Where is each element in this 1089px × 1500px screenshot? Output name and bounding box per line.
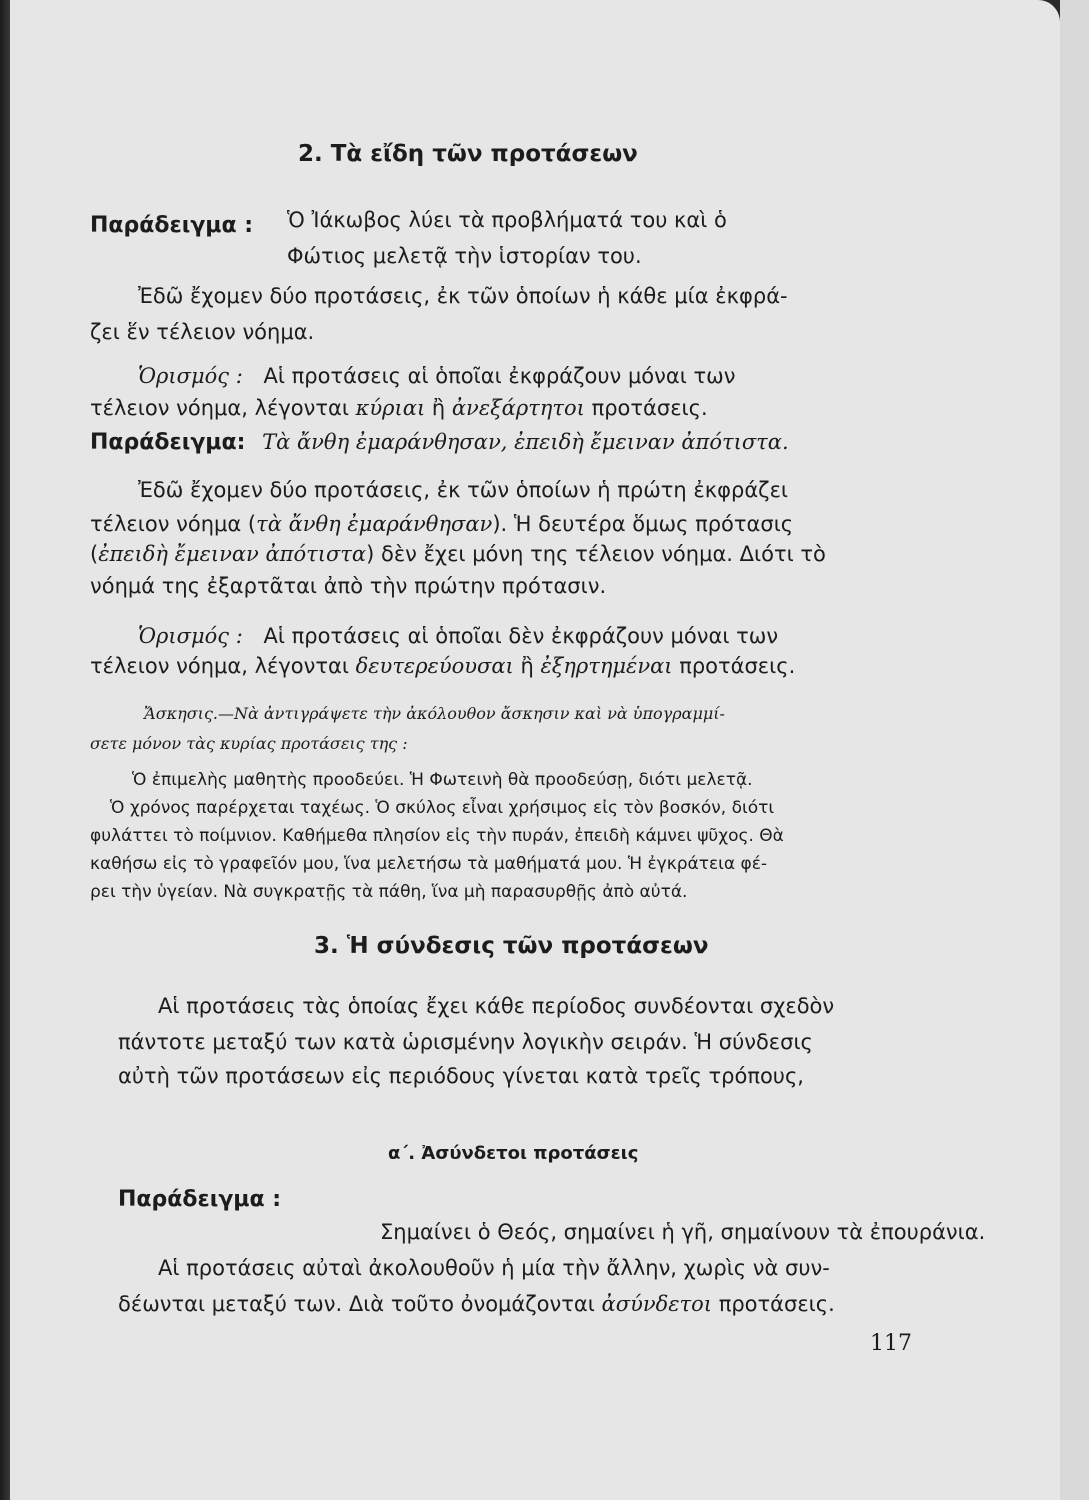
definition-2-label: Ὁρισμός :: [138, 624, 243, 648]
example-1-label: Παράδειγμα :: [90, 213, 254, 238]
book-page: [10, 0, 1060, 1500]
final-paragraph-line-2: [118, 1290, 835, 1318]
definition-2-text: Αἱ προτάσεις αἱ ὁποῖαι δὲν ἐκφράζουν μόναι των: [263, 624, 779, 648]
definition-2-text-c: προτάσεις.: [679, 654, 796, 678]
term-asyndetoi: ἀσύνδετοι: [601, 1292, 713, 1316]
section-3-paragraph-line-2: πάντοτε μεταξύ των κατὰ ὡρισμένην λογικὴν σειράν. Ἡ σύνδεσις: [118, 1030, 813, 1054]
definition-2-text-b: ἢ: [520, 654, 534, 678]
example-2-text: Τὰ ἄνθη ἐμαράνθησαν, ἐπειδὴ ἔμειναν ἀπότιστα.: [262, 430, 789, 454]
definition-2-line-1: [138, 622, 778, 650]
section-3-paragraph-line-1: Αἱ προτάσεις τὰς ὁποίας ἔχει κάθε περίοδος συνδέονται σχεδὸν: [158, 994, 835, 1018]
example-1-line-2: Φώτιος μελετᾷ τὴν ἱστορίαν του.: [287, 244, 642, 268]
section-3-paragraph-line-3: αὐτὴ τῶν προτάσεων εἰς περιόδους γίνεται κατὰ τρεῖς τρόπους,: [118, 1064, 804, 1088]
paragraph-2-line-4: νόημά της ἐξαρτᾶται ἀπὸ τὴν πρώτην πρότασιν.: [90, 574, 607, 598]
definition-1-line-1: [138, 362, 735, 390]
exercise-instruction-line-1: Ἄσκησις.—Νὰ ἀντιγράψετε τὴν ἀκόλουθον ἄσκησιν καὶ νὰ ὑπογραμμί-: [144, 704, 725, 723]
section-3-example-label: Παράδειγμα :: [118, 1187, 282, 1212]
final-paragraph-line-1: Αἱ προτάσεις αὐταὶ ἀκολουθοῦν ἡ μία τὴν ἄλλην, χωρὶς νὰ συν-: [158, 1256, 830, 1280]
term-defterevousai: δευτερεύουσαι: [355, 654, 514, 678]
page-number: 117: [870, 1331, 912, 1356]
definition-2-text-a: τέλειον νόημα, λέγονται: [90, 654, 349, 678]
exercise-line-1: Ὁ ἐπιμελὴς μαθητὴς προοδεύει. Ἡ Φωτεινὴ θὰ προοδεύσῃ, διότι μελετᾷ.: [132, 770, 753, 790]
paragraph-2-text-b: ). Ἡ δευτέρα ὅμως πρότασις: [492, 512, 794, 536]
definition-1-text: Αἱ προτάσεις αἱ ὁποῖαι ἐκφράζουν μόναι των: [263, 364, 736, 388]
section-3-example-text: Σημαίνει ὁ Θεός, σημαίνει ἡ γῆ, σημαίνουν τὰ ἐπουράνια.: [380, 1220, 986, 1244]
section-3-title: 3. Ἡ σύνδεσις τῶν προτάσεων: [314, 933, 709, 959]
paragraph-2-italic-a: τὰ ἄνθη ἐμαράνθησαν: [256, 512, 493, 536]
paragraph-2-text-d: ) δὲν ἔχει μόνη της τέλειον νόημα. Διότι τὸ: [366, 542, 826, 566]
page-right-background: [1060, 0, 1089, 1500]
term-anexartitoi: ἀνεξάρτητοι: [451, 396, 585, 420]
section-2-title: 2. Τὰ εἴδη τῶν προτάσεων: [298, 141, 638, 167]
subsection-title: α΄. Ἀσύνδετοι προτάσεις: [388, 1143, 639, 1164]
final-paragraph-text-a: δέωνται μεταξύ των. Διὰ τοῦτο ὀνομάζονται: [118, 1292, 595, 1316]
example-2-label: Παράδειγμα:: [90, 430, 246, 455]
paragraph-2-text-a: τέλειον νόημα (: [90, 512, 257, 536]
exercise-instruction-line-2: σετε μόνον τὰς κυρίας προτάσεις της :: [90, 734, 408, 753]
exercise-line-5: ρει τὴν ὑγείαν. Νὰ συγκρατῇς τὰ πάθη, ἵνα μὴ παρασυρθῇς ἀπὸ αὐτά.: [90, 882, 688, 902]
term-exirtimenai: ἐξηρτημέναι: [540, 654, 673, 678]
page-left-shadow: [0, 0, 10, 1500]
paragraph-2-text-c: (: [90, 542, 99, 566]
definition-1-line-2: [90, 394, 708, 422]
final-paragraph-text-b: προτάσεις.: [718, 1292, 835, 1316]
definition-2-line-2: [90, 652, 795, 680]
definition-1-text-b: ἢ: [431, 396, 446, 420]
example-2-line: [90, 428, 789, 457]
example-1-line-1: Ὁ Ἰάκωβος λύει τὰ προβλήματά του καὶ ὁ: [287, 208, 727, 232]
paragraph-2-line-1: Ἐδῶ ἔχομεν δύο προτάσεις, ἐκ τῶν ὁποίων ἡ πρώτη ἐκφράζει: [138, 478, 789, 502]
paragraph-2-italic-b: ἐπειδὴ ἔμειναν ἀπότιστα: [98, 542, 367, 566]
definition-1-text-a: τέλειον νόημα, λέγονται: [90, 396, 349, 420]
exercise-line-2: Ὁ χρόνος παρέρχεται ταχέως. Ὁ σκύλος εἶναι χρήσιμος εἰς τὸν βοσκόν, διότι: [110, 798, 775, 818]
exercise-line-4: καθήσω εἰς τὸ γραφεῖόν μου, ἵνα μελετήσω τὰ μαθήματά μου. Ἡ ἐγκράτεια φέ-: [90, 854, 768, 874]
definition-1-label: Ὁρισμός :: [138, 364, 243, 388]
exercise-line-3: φυλάττει τὸ ποίμνιον. Καθήμεθα πλησίον εἰς τὴν πυράν, ἐπειδὴ κάμνει ψῦχος. Θὰ: [90, 826, 784, 846]
paragraph-1-line-2: ζει ἕν τέλειον νόημα.: [90, 320, 315, 344]
term-kyriai: κύριαι: [355, 396, 426, 420]
paragraph-1-line-1: Ἐδῶ ἔχομεν δύο προτάσεις, ἐκ τῶν ὁποίων ἡ κάθε μία ἐκφρά-: [138, 284, 788, 308]
paragraph-2-line-3: [90, 540, 826, 568]
definition-1-text-c: προτάσεις.: [591, 396, 708, 420]
paragraph-2-line-2: [90, 510, 793, 538]
